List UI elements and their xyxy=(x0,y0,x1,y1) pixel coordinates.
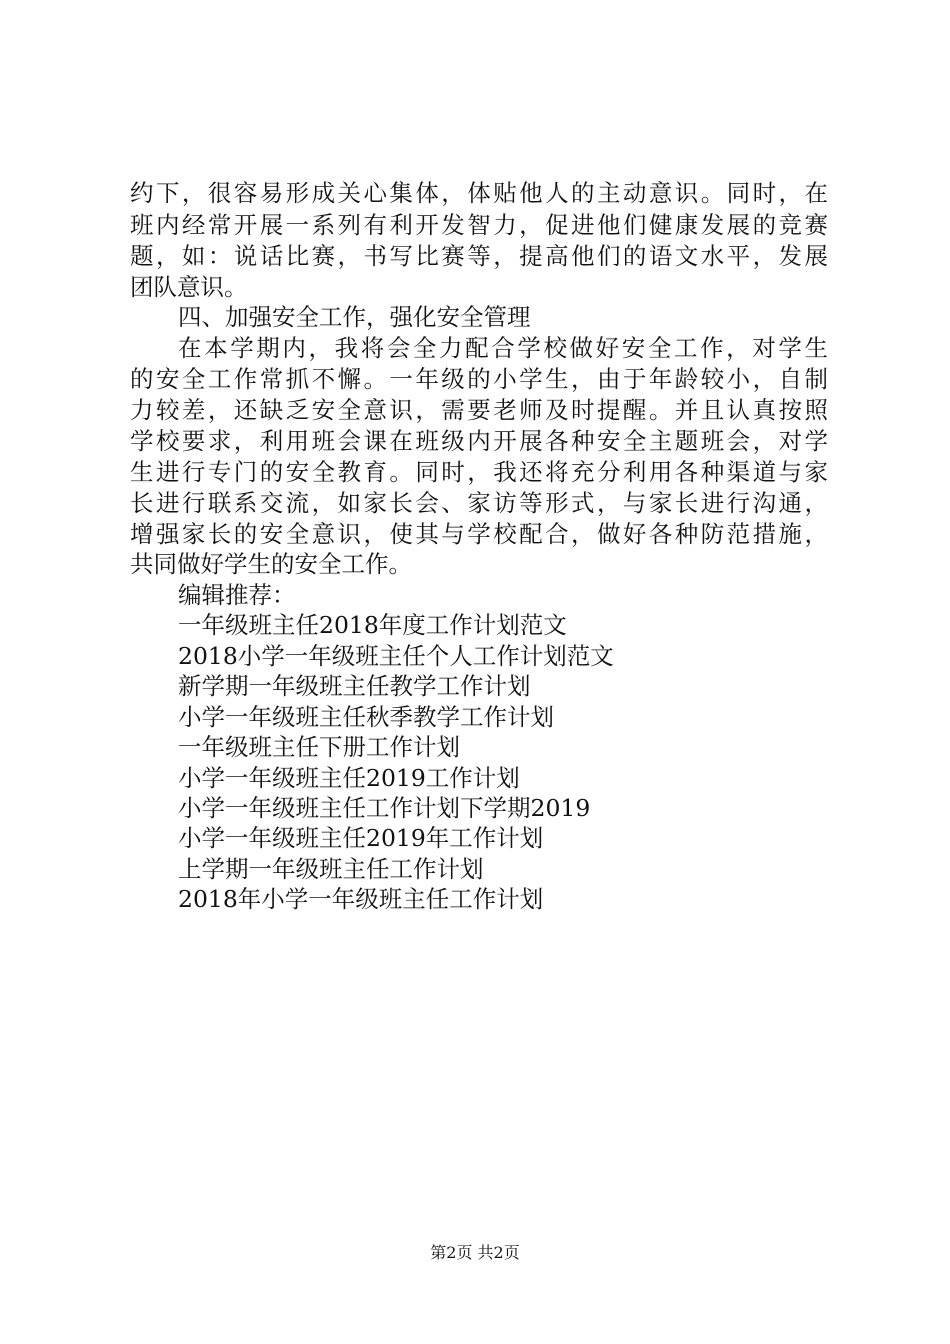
body-line: 增强家长的安全意识，使其与学校配合，做好各种防范措施， xyxy=(130,520,828,548)
body-line: 生进行专门的安全教育。同时，我还将充分利用各种渠道与家 xyxy=(130,458,828,486)
body-line: 力较差，还缺乏安全意识，需要老师及时提醒。并且认真按照 xyxy=(130,396,828,424)
recommend-link[interactable]: 小学一年级班主任工作计划下学期2019 xyxy=(178,794,591,822)
body-line: 班内经常开展一系列有利开发智力，促进他们健康发展的竞赛 xyxy=(130,211,828,239)
recommend-link[interactable]: 小学一年级班主任秋季教学工作计划 xyxy=(178,703,554,731)
body-line: 团队意识。 xyxy=(130,273,248,301)
body-line: 题，如：说话比赛，书写比赛等，提高他们的语文水平，发展 xyxy=(130,242,828,270)
recommend-link[interactable]: 小学一年级班主任2019年工作计划 xyxy=(178,824,544,852)
recommend-heading: 编辑推荐： xyxy=(178,581,296,609)
recommend-link[interactable]: 2018小学一年级班主任个人工作计划范文 xyxy=(178,642,614,670)
body-line: 学校要求，利用班会课在班级内开展各种安全主题班会，对学 xyxy=(130,427,828,455)
body-line: 的安全工作常抓不懈。一年级的小学生，由于年龄较小，自制 xyxy=(130,365,828,393)
recommend-link[interactable]: 2018年小学一年级班主任工作计划 xyxy=(178,885,544,913)
recommend-link[interactable]: 一年级班主任2018年度工作计划范文 xyxy=(178,611,567,639)
recommend-link[interactable]: 一年级班主任下册工作计划 xyxy=(178,733,460,761)
recommend-link[interactable]: 上学期一年级班主任工作计划 xyxy=(178,855,484,883)
body-line: 在本学期内，我将会全力配合学校做好安全工作，对学生 xyxy=(178,334,828,362)
section-heading: 四、加强安全工作，强化安全管理 xyxy=(178,303,531,331)
body-line: 共同做好学生的安全工作。 xyxy=(130,550,412,578)
page-number-footer: 第2页 共2页 xyxy=(430,1243,520,1262)
recommend-link[interactable]: 新学期一年级班主任教学工作计划 xyxy=(178,672,531,700)
recommend-link[interactable]: 小学一年级班主任2019工作计划 xyxy=(178,764,520,792)
body-line: 长进行联系交流，如家长会、家访等形式，与家长进行沟通， xyxy=(130,489,828,517)
body-line: 约下，很容易形成关心集体，体贴他人的主动意识。同时，在 xyxy=(130,179,828,207)
